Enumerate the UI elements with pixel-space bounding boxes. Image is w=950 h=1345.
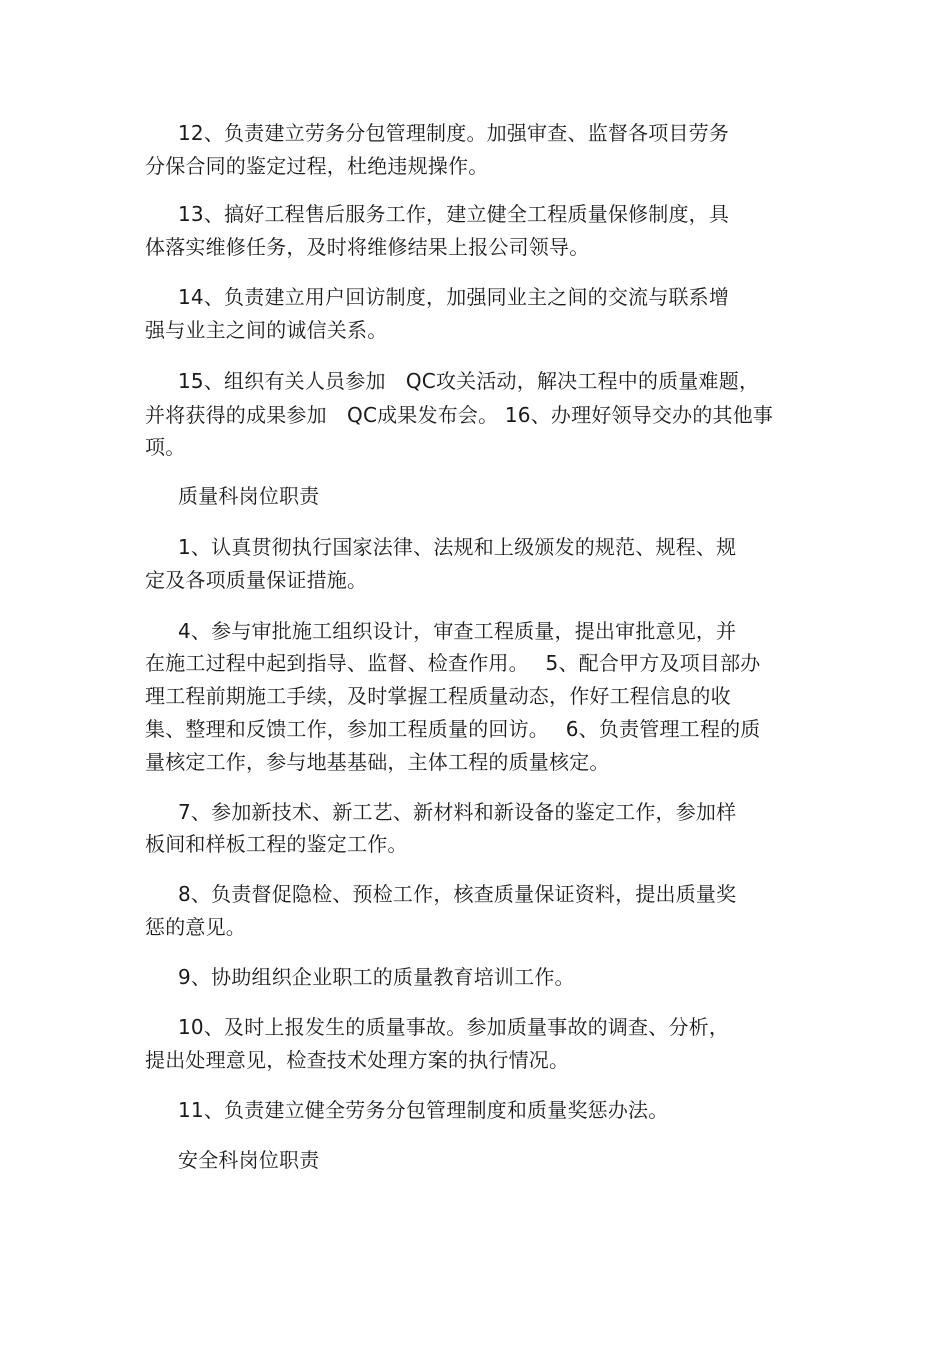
section-heading-safety: 安全科岗位职责 bbox=[178, 1148, 320, 1172]
paragraph-1-line-1: 1、认真贯彻执行国家法律、法规和上级颁发的规范、规程、规 bbox=[178, 535, 737, 559]
section-heading-quality: 质量科岗位职责 bbox=[178, 484, 320, 508]
paragraph-4-line-4: 集、整理和反馈工作，参加工程质量的回访。 6、负责管理工程的质 bbox=[145, 717, 761, 741]
paragraph-9: 9、协助组织企业职工的质量教育培训工作。 bbox=[178, 965, 575, 989]
paragraph-7-line-1: 7、参加新技术、新工艺、新材料和新设备的鉴定工作，参加样 bbox=[178, 800, 737, 824]
paragraph-4-line-5: 量核定工作，参与地基基础，主体工程的质量核定。 bbox=[145, 750, 610, 774]
paragraph-10-line-2: 提出处理意见，检查技术处理方案的执行情况。 bbox=[145, 1048, 570, 1072]
paragraph-12-line-1: 12、负责建立劳务分包管理制度。加强审查、监督各项目劳务 bbox=[178, 121, 730, 145]
paragraph-8-line-2: 惩的意见。 bbox=[145, 915, 246, 939]
paragraph-15-line-1: 15、组织有关人员参加 QC攻关活动，解决工程中的质量难题， bbox=[178, 369, 760, 393]
paragraph-14-line-2: 强与业主之间的诚信关系。 bbox=[145, 318, 388, 342]
paragraph-4-line-1: 4、参与审批施工组织设计，审查工程质量，提出审批意见，并 bbox=[178, 619, 737, 643]
paragraph-8-line-1: 8、负责督促隐检、预检工作，核查质量保证资料，提出质量奖 bbox=[178, 882, 737, 906]
paragraph-7-line-2: 板间和样板工程的鉴定工作。 bbox=[145, 832, 408, 856]
paragraph-13-line-1: 13、搞好工程售后服务工作，建立健全工程质量保修制度，具 bbox=[178, 202, 730, 226]
paragraph-15-line-2: 并将获得的成果参加 QC成果发布会。 16、办理好领导交办的其他事 bbox=[145, 403, 774, 427]
paragraph-4-line-2: 在施工过程中起到指导、监督、检查作用。 5、配合甲方及项目部办 bbox=[145, 651, 761, 675]
paragraph-13-line-2: 体落实维修任务，及时将维修结果上报公司领导。 bbox=[145, 235, 590, 259]
paragraph-10-line-1: 10、及时上报发生的质量事故。参加质量事故的调查、分析， bbox=[178, 1015, 730, 1039]
paragraph-4-line-3: 理工程前期施工手续，及时掌握工程质量动态，作好工程信息的收 bbox=[145, 684, 731, 708]
paragraph-1-line-2: 定及各项质量保证措施。 bbox=[145, 568, 368, 592]
paragraph-11: 11、负责建立健全劳务分包管理制度和质量奖惩办法。 bbox=[178, 1098, 669, 1122]
paragraph-15-line-3: 项。 bbox=[145, 435, 186, 459]
paragraph-14-line-1: 14、负责建立用户回访制度，加强同业主之间的交流与联系增 bbox=[178, 285, 730, 309]
paragraph-12-line-2: 分保合同的鉴定过程，杜绝违规操作。 bbox=[145, 154, 489, 178]
